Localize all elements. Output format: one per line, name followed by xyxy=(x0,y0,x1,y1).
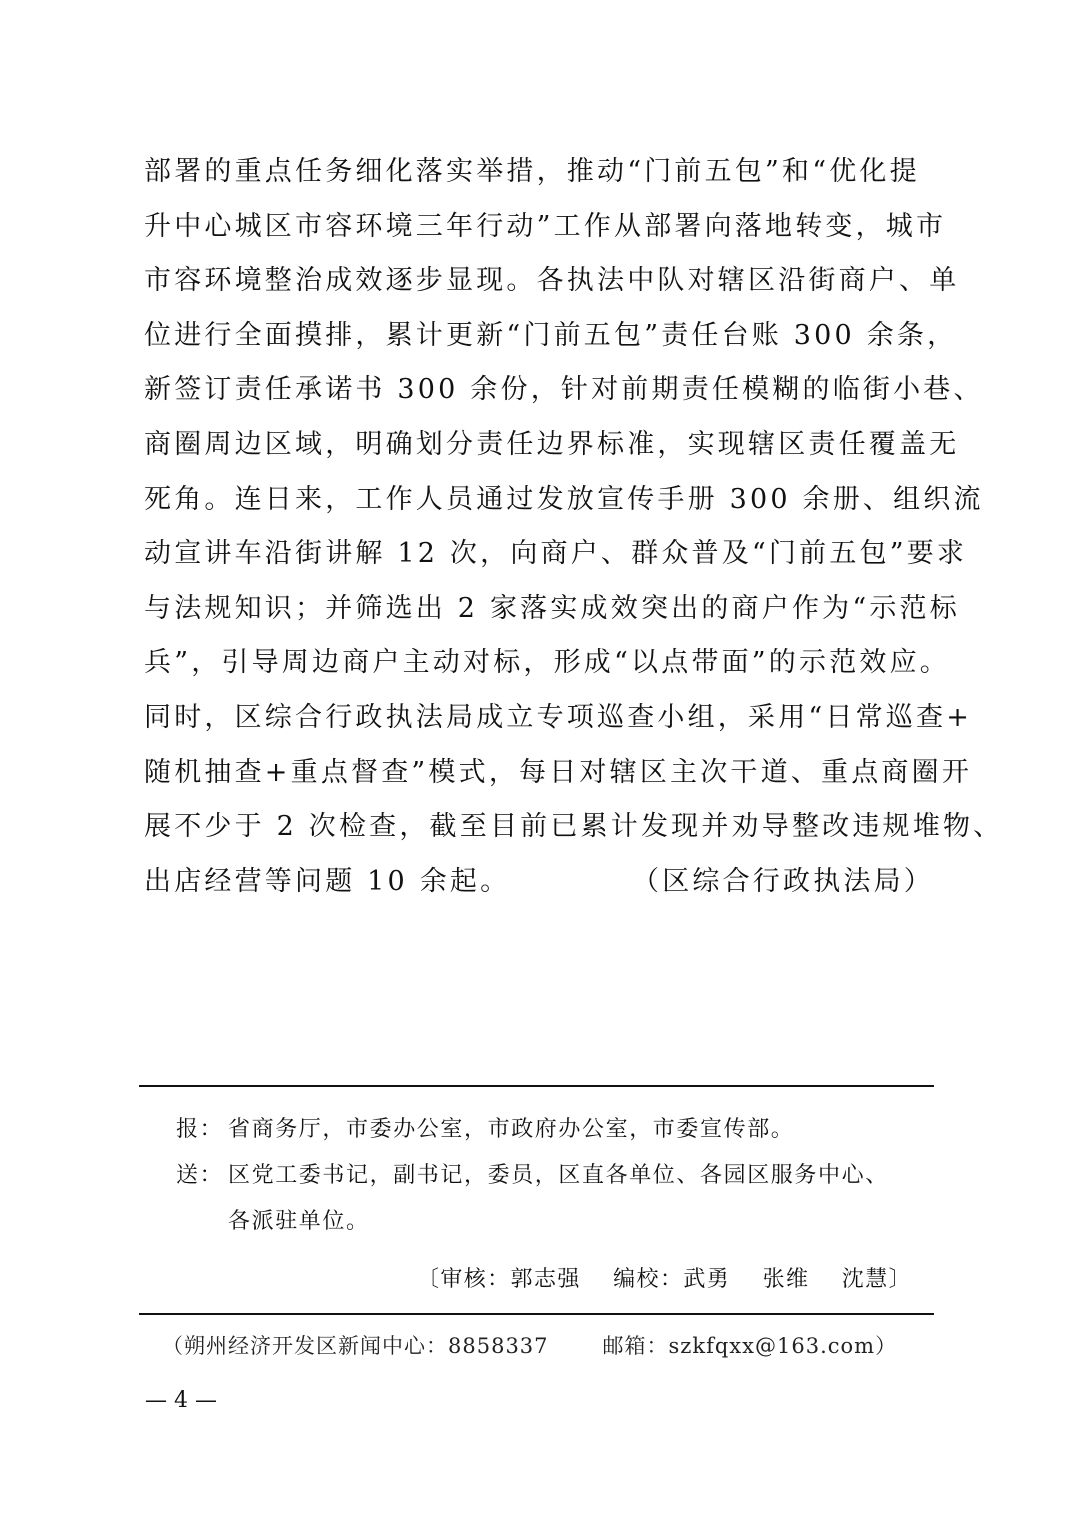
editorial-credits xyxy=(417,1262,912,1293)
paragraph-last-line xyxy=(144,858,934,913)
email-contact: 邮箱：szkfqxx@163.com） xyxy=(602,1334,898,1358)
report-recipients: 省商务厅，市委办公室，市政府办公室，市委宣传部。 xyxy=(228,1117,795,1142)
paragraph-line: 部署的重点任务细化落实举措，推动“门前五包”和“优化提 xyxy=(144,156,920,187)
editor-2: 张维 xyxy=(762,1267,810,1292)
paragraph-line: 动宣讲车沿街讲解 12 次，向商户、群众普及“门前五包”要求 xyxy=(144,538,968,570)
divider-bottom xyxy=(139,1313,934,1315)
paragraph-line: 展不少于 2 次检查，截至目前已累计发现并劝导整改违规堆物、 xyxy=(144,811,1004,843)
source-attribution: （区综合行政执法局） xyxy=(632,865,934,897)
paragraph-line: 商圈周边区域，明确划分责任边界标准，实现辖区责任覆盖无 xyxy=(144,428,960,460)
footer-contact xyxy=(162,1330,897,1360)
paragraph-line: 兵”，引导周边商户主动对标，形成“以点带面”的示范效应。 xyxy=(144,647,951,679)
paragraph-line: 市容环境整治成效逐步显现。各执法中队对辖区沿街商户、单 xyxy=(144,265,960,297)
report-label: 报： xyxy=(176,1117,224,1142)
editor-3: 沈慧〕 xyxy=(841,1267,912,1292)
reviewer: 〔审核：郭志强 xyxy=(416,1267,581,1292)
send-recipients-continued: 各派驻单位。 xyxy=(228,1209,370,1234)
editor: 编校：武勇 xyxy=(613,1267,731,1292)
send-recipients: 区党工委书记，副书记，委员，区直各单位、各园区服务中心、 xyxy=(228,1163,889,1188)
paragraph-line: 与法规知识；并筛选出 2 家落实成效突出的商户作为“示范标 xyxy=(144,592,960,624)
report-to-line xyxy=(176,1112,794,1143)
article-body xyxy=(144,148,1004,912)
divider-top xyxy=(139,1085,934,1087)
news-center-phone: （朔州经济开发区新闻中心：8858337 xyxy=(162,1334,549,1358)
paragraph-line: 位进行全面摸排，累计更新“门前五包”责任台账 300 余条， xyxy=(144,319,958,351)
paragraph-line: 同时，区综合行政执法局成立专项巡查小组，采用“日常巡查+ xyxy=(144,701,973,733)
send-to-line-continued xyxy=(228,1204,370,1235)
paragraph-line: 新签订责任承诺书 300 余份，针对前期责任模糊的临街小巷、 xyxy=(144,374,984,406)
paragraph-end-text: 出店经营等问题 10 余起。 xyxy=(144,865,511,897)
page-number: — 4 — xyxy=(145,1388,217,1413)
send-to-line xyxy=(176,1158,889,1189)
paragraph-line: 死角。连日来，工作人员通过发放宣传手册 300 余册、组织流 xyxy=(144,483,984,515)
paragraph-line: 随机抽查+重点督查”模式，每日对辖区主次干道、重点商圈开 xyxy=(144,756,973,788)
send-label: 送： xyxy=(176,1163,224,1188)
paragraph-line: 升中心城区市容环境三年行动”工作从部署向落地转变，城市 xyxy=(144,210,947,242)
